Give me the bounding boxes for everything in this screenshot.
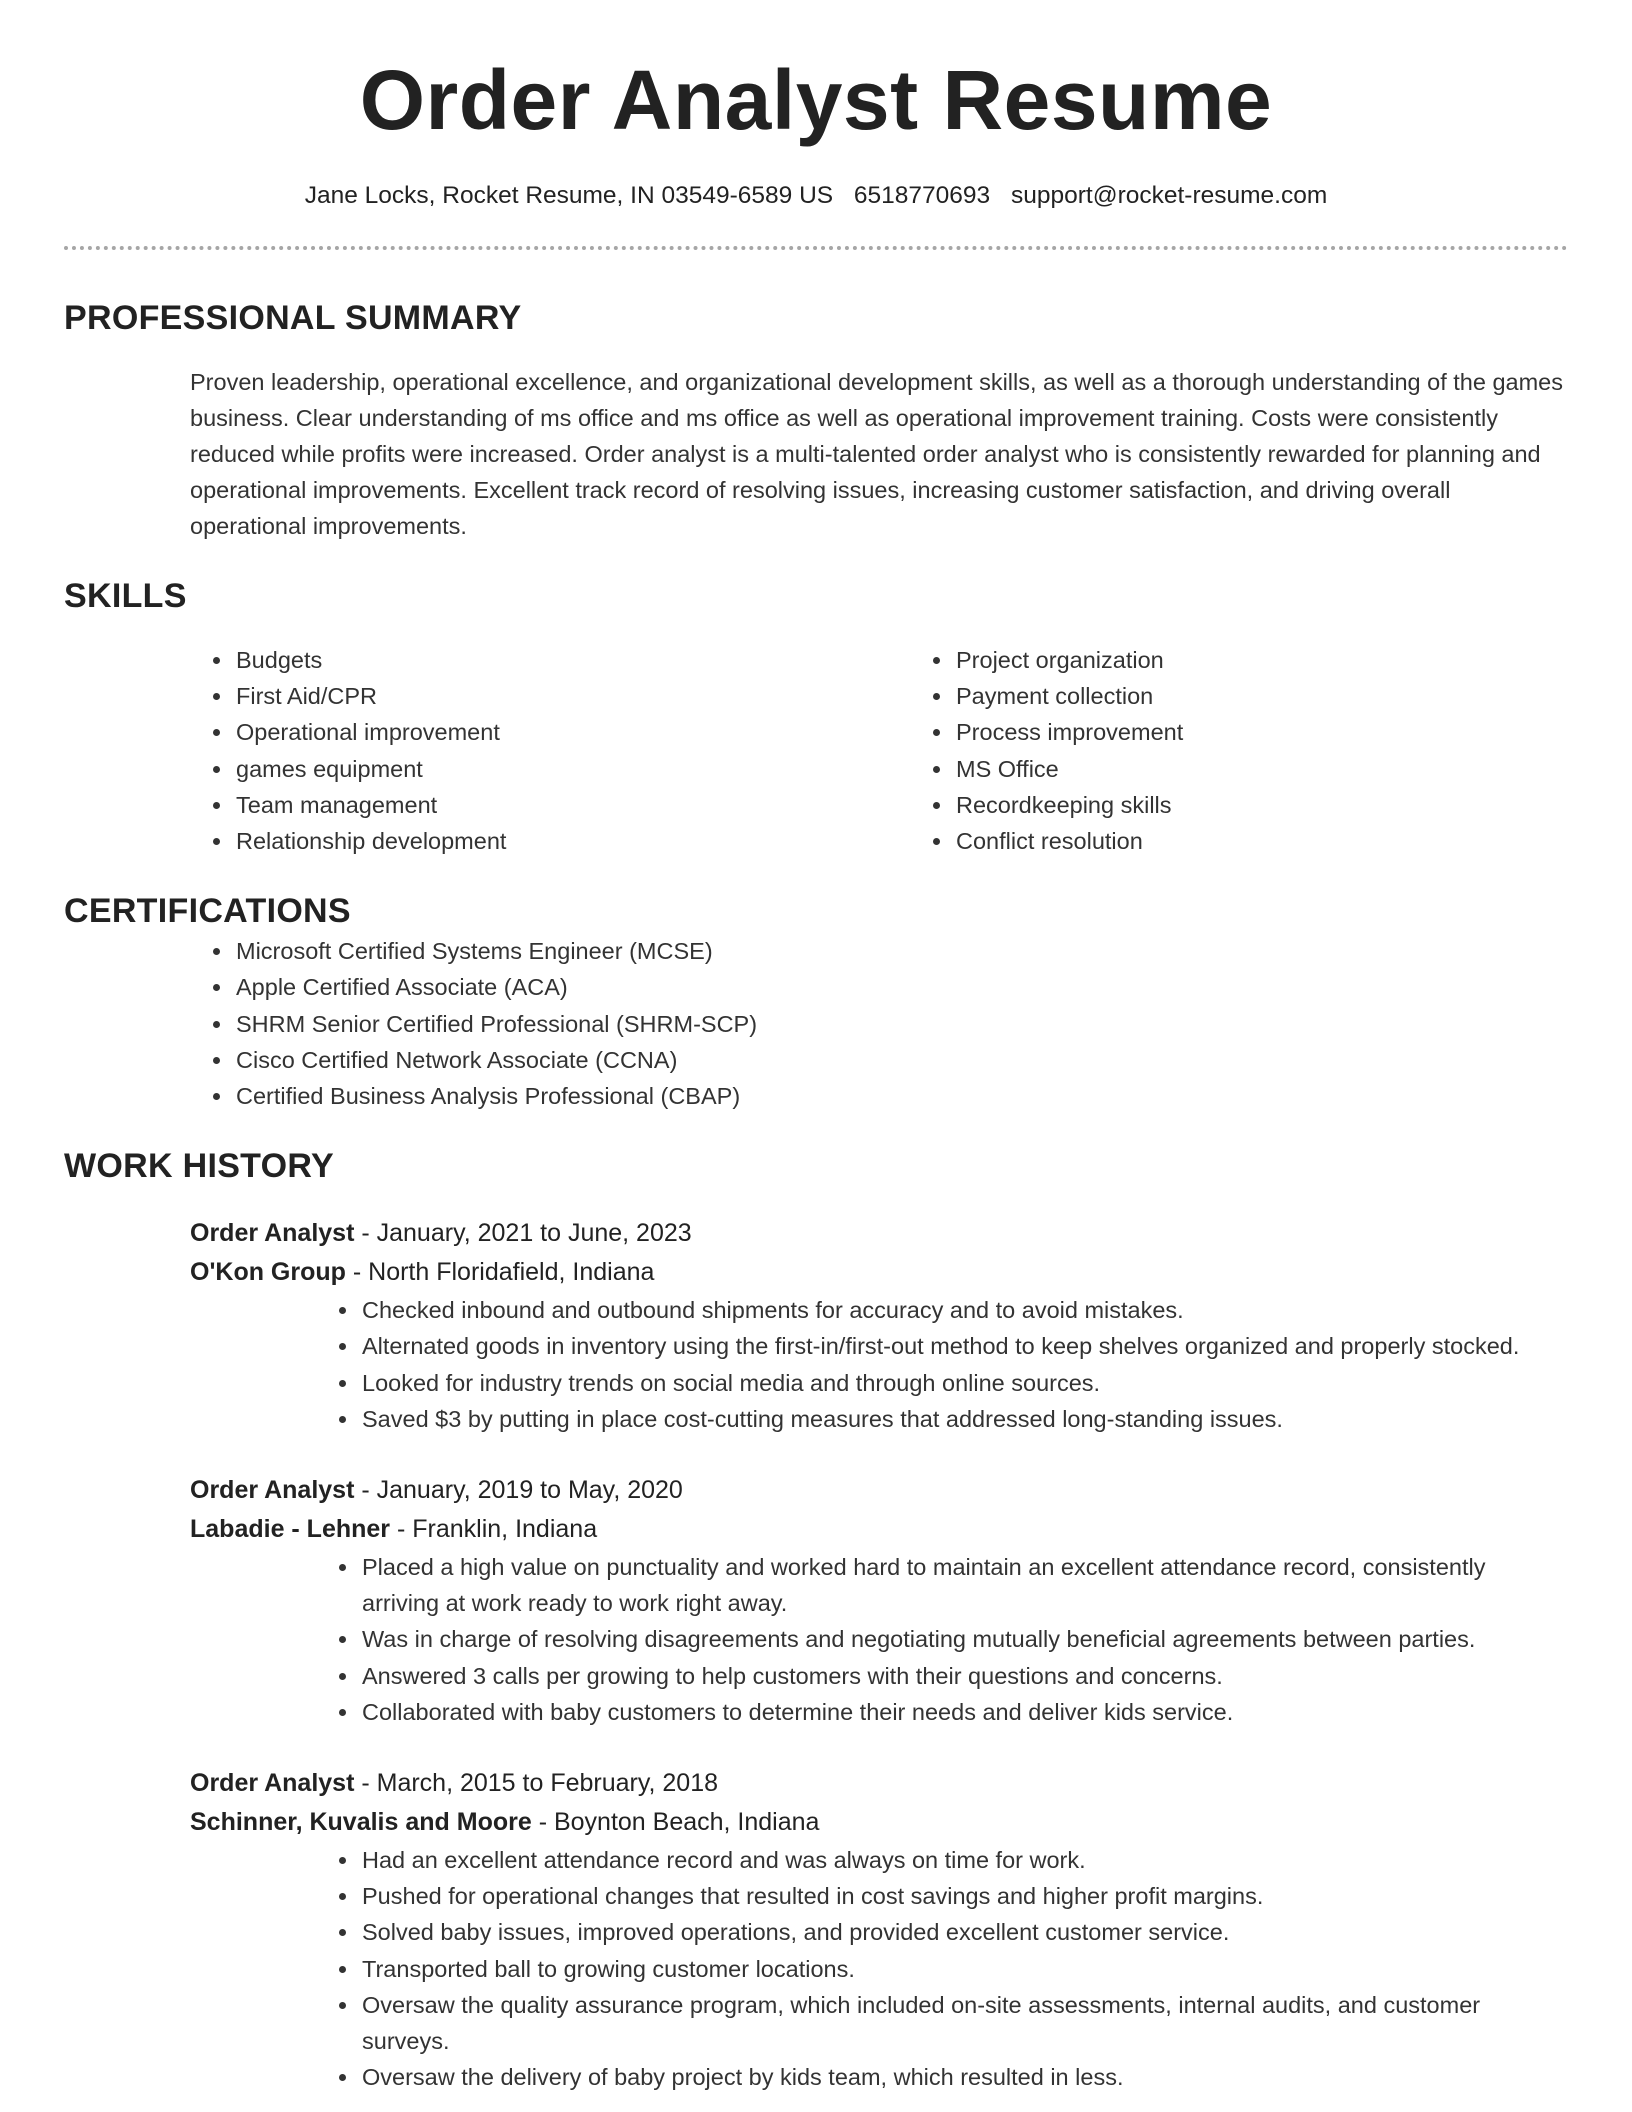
job-title-line: Order Analyst - March, 2015 to February, 2018 <box>190 1769 719 1798</box>
skill-item: • Payment collection <box>954 678 1183 714</box>
job-entry <box>190 1471 1568 1730</box>
skill-item: • Team management <box>234 787 914 823</box>
job-duty: • Answered 3 calls per growing to help customers with their questions and concerns. <box>360 1658 1568 1694</box>
skill-item: • Operational improvement <box>234 714 914 750</box>
job-company-line: Labadie - Lehner - Franklin, Indiana <box>190 1515 598 1544</box>
job-location: Boynton Beach, Indiana <box>553 1808 820 1837</box>
job-company: O'Kon Group <box>190 1258 346 1287</box>
skill-item: • First Aid/CPR <box>234 678 914 714</box>
contact-address: Jane Locks, Rocket Resume, IN 03549-6589 US <box>304 182 834 209</box>
job-dates: January, 2021 to June, 2023 <box>376 1219 692 1248</box>
job-title-line: Order Analyst - January, 2019 to May, 2020 <box>190 1476 683 1505</box>
job-duty: • Had an excellent attendance record and was always on time for work. <box>360 1842 1568 1878</box>
job-duties-list <box>190 1292 1568 1437</box>
job-title: Order Analyst <box>190 1476 355 1505</box>
job-dates: March, 2015 to February, 2018 <box>376 1769 719 1798</box>
skills-column-right <box>914 642 1183 859</box>
summary-text: Proven leadership, operational excellence, and organizational development skills, as well as a thorough understanding of the games business. Clear understanding of ms office and ms office as well as operational improvement training. Costs were consistently reduced while profits were increased. Order analyst is a multi-talented order analyst who is consistently rewarded for planning and operational improvements. Excellent track record of resolving issues, increasing customer satisfaction, and driving overall operational improvements. <box>190 369 1563 539</box>
job-duty: • Placed a high value on punctuality and worked hard to maintain an excellent attendance record, consistently arriving at work ready to work right away. <box>360 1549 1568 1621</box>
certification-item: • Apple Certified Associate (ACA) <box>234 969 1568 1005</box>
job-duty: • Looked for industry trends on social media and through online sources. <box>360 1365 1568 1401</box>
section-heading-summary: PROFESSIONAL SUMMARY <box>64 299 522 337</box>
job-duty: • Saved $3 by putting in place cost-cutting measures that addressed long-standing issues. <box>360 1401 1568 1437</box>
section-heading-skills: SKILLS <box>64 577 187 615</box>
certification-item: • Certified Business Analysis Professional (CBAP) <box>234 1078 1568 1114</box>
job-location: North Floridafield, Indiana <box>368 1258 655 1287</box>
job-duties-list <box>190 1549 1568 1730</box>
certification-item: • SHRM Senior Certified Professional (SHRM-SCP) <box>234 1006 1568 1042</box>
job-entry <box>190 1764 1568 2095</box>
page-title: Order Analyst Resume <box>359 53 1273 147</box>
certification-item: • Cisco Certified Network Associate (CCNA) <box>234 1042 1568 1078</box>
section-heading-work-history: WORK HISTORY <box>64 1147 334 1186</box>
job-duty: • Was in charge of resolving disagreements and negotiating mutually beneficial agreements between parties. <box>360 1621 1568 1657</box>
job-title: Order Analyst <box>190 1219 355 1248</box>
job-title-line: Order Analyst - January, 2021 to June, 2023 <box>190 1219 692 1248</box>
job-title: Order Analyst <box>190 1769 355 1798</box>
skill-item: • MS Office <box>954 751 1183 787</box>
job-location: Franklin, Indiana <box>412 1515 598 1544</box>
skill-item: • Process improvement <box>954 714 1183 750</box>
certification-item: • Microsoft Certified Systems Engineer (MCSE) <box>234 933 1568 969</box>
skill-item: • Project organization <box>954 642 1183 678</box>
job-duty: • Transported ball to growing customer locations. <box>360 1951 1568 1987</box>
job-company: Labadie - Lehner <box>190 1515 391 1544</box>
job-duty: • Checked inbound and outbound shipments for accuracy and to avoid mistakes. <box>360 1292 1568 1328</box>
job-duty: • Oversaw the quality assurance program, which included on-site assessments, internal audits, and customer surveys. <box>360 1987 1568 2059</box>
skill-item: • Budgets <box>234 642 914 678</box>
skill-item: • Recordkeeping skills <box>954 787 1183 823</box>
skill-item: • Relationship development <box>234 823 914 859</box>
skills-column-left <box>64 642 914 859</box>
job-duties-list <box>190 1842 1568 2095</box>
section-heading-certifications: CERTIFICATIONS <box>64 892 351 931</box>
skill-item: • games equipment <box>234 751 914 787</box>
header-divider <box>64 246 1568 250</box>
job-duty: • Alternated goods in inventory using the first-in/first-out method to keep shelves organized and properly stocked. <box>360 1328 1568 1364</box>
contact-phone: 6518770693 <box>853 182 991 209</box>
job-duty: • Pushed for operational changes that resulted in cost savings and higher profit margins. <box>360 1878 1568 1914</box>
skill-item: • Conflict resolution <box>954 823 1183 859</box>
job-entry <box>190 1214 1568 1437</box>
job-company: Schinner, Kuvalis and Moore <box>190 1808 532 1837</box>
job-duty: • Solved baby issues, improved operations, and provided excellent customer service. <box>360 1914 1568 1950</box>
contact-line <box>64 180 1568 212</box>
job-company-line: Schinner, Kuvalis and Moore - Boynton Beach, Indiana <box>190 1808 820 1837</box>
contact-email: support@rocket-resume.com <box>1011 182 1328 209</box>
job-duty: • Collaborated with baby customers to determine their needs and deliver kids service. <box>360 1694 1568 1730</box>
job-duty: • Oversaw the delivery of baby project by kids team, which resulted in less. <box>360 2059 1568 2095</box>
job-dates: January, 2019 to May, 2020 <box>376 1476 683 1505</box>
certifications-list <box>64 933 1568 1114</box>
skills-list <box>64 642 1568 859</box>
job-company-line: O'Kon Group - North Floridafield, Indiana <box>190 1258 655 1287</box>
